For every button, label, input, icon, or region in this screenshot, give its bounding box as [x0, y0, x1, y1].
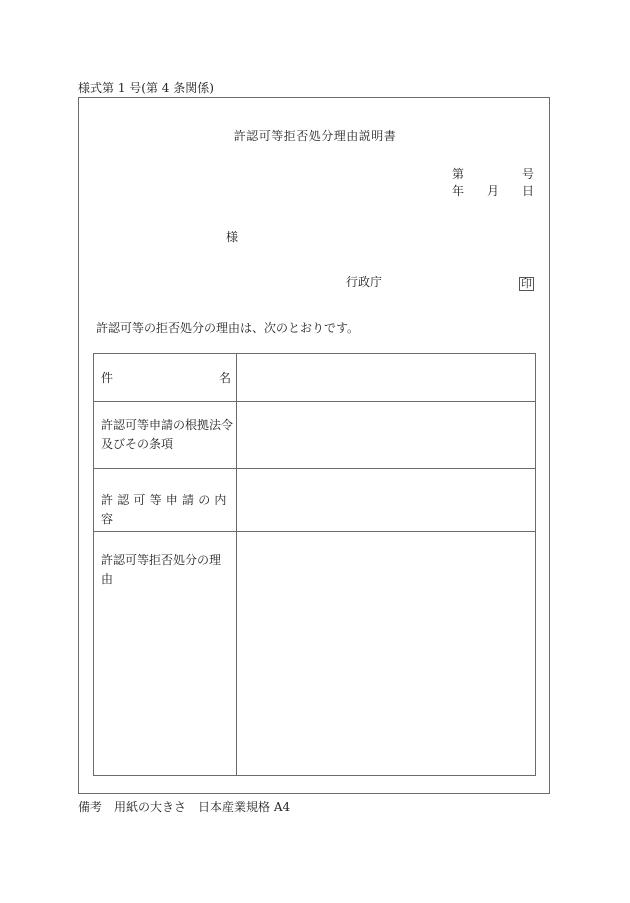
footnote: 備考 用紙の大きさ 日本産業規格 A4 [78, 800, 291, 814]
label-application-content: 許認可等申請の内容 [101, 493, 231, 526]
number-prefix: 第 [452, 167, 465, 181]
form-caption: 様式第 1 号(第 4 条関係) [78, 81, 214, 95]
reason-table [93, 353, 536, 776]
label-legal-basis: 許認可等申請の根拠法令及びその条項 [101, 418, 234, 451]
label-case-name: 件 名 [101, 371, 231, 385]
table-row-application-content [94, 469, 535, 532]
seal-mark-icon: 印 [521, 277, 532, 290]
date-year: 年 [452, 184, 465, 198]
addressee-suffix: 様 [226, 230, 239, 244]
table-row-rejection-reason [94, 532, 535, 775]
date-day: 日 [522, 184, 535, 198]
value-application-content [240, 473, 531, 527]
date-month: 月 [487, 184, 500, 198]
table-row-legal-basis [94, 402, 535, 469]
table-row-case-name [94, 354, 535, 402]
value-legal-basis [240, 406, 531, 464]
label-rejection-reason: 許認可等拒否処分の理由 [101, 553, 222, 586]
document-title: 許認可等拒否処分理由説明書 [233, 129, 397, 143]
issuer-label: 行政庁 [346, 275, 383, 289]
value-rejection-reason [240, 536, 531, 771]
number-suffix: 号 [522, 167, 535, 181]
intro-text: 許認可等の拒否処分の理由は、次のとおりです。 [96, 321, 360, 335]
value-case-name [240, 358, 531, 397]
column-divider [236, 354, 237, 775]
